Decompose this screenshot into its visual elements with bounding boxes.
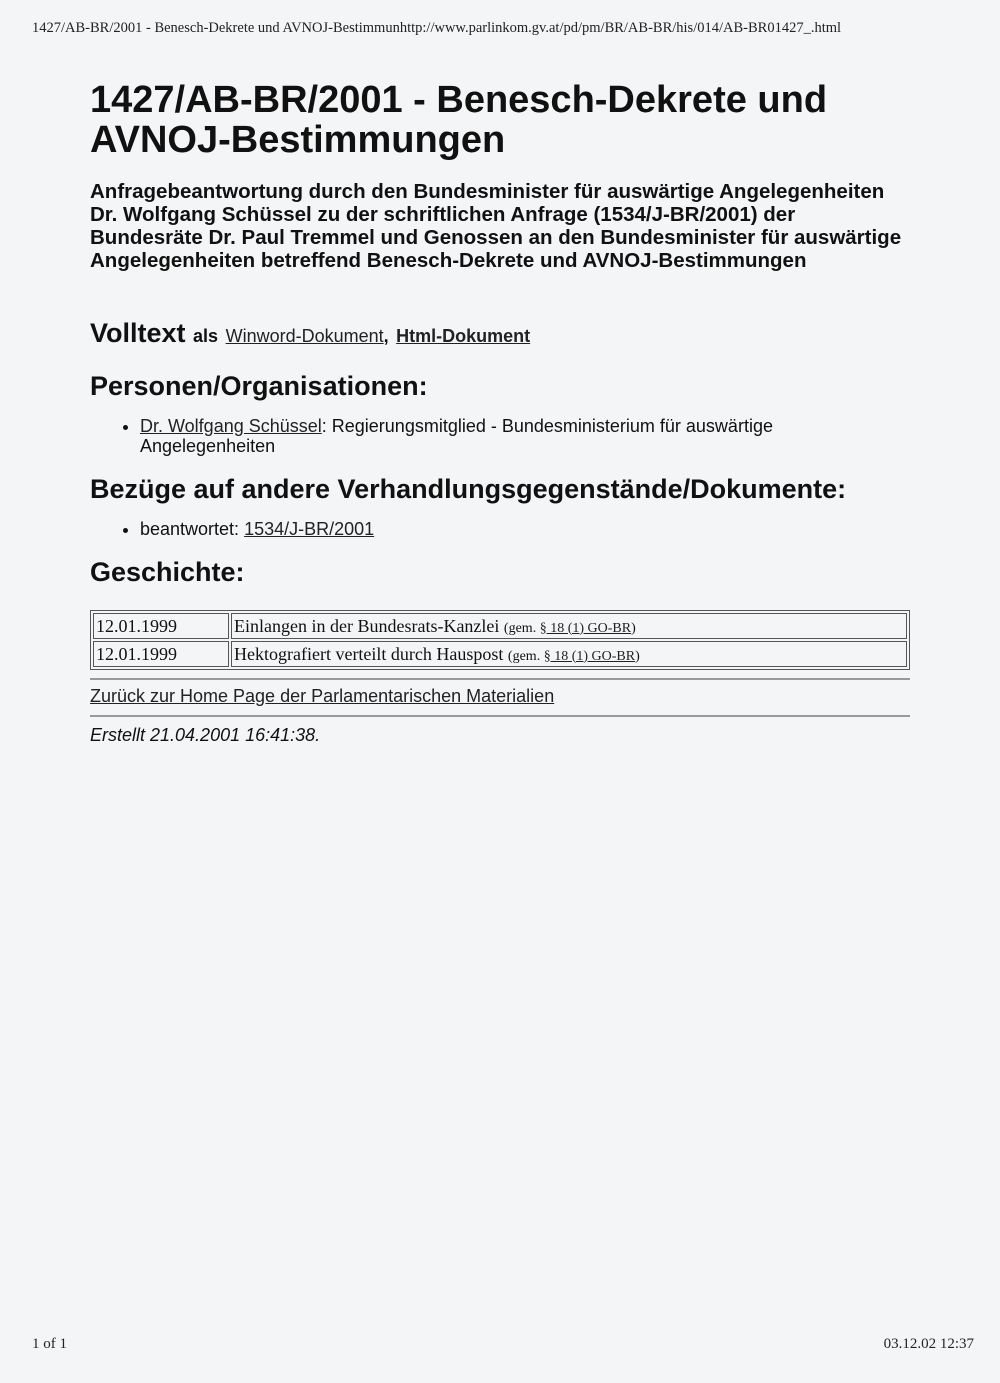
bezuege-list xyxy=(90,519,910,539)
list-item xyxy=(140,416,910,456)
divider xyxy=(90,678,910,680)
reference-label: beantwortet: xyxy=(140,519,245,539)
gem-open: (gem. xyxy=(507,648,544,664)
list-item xyxy=(140,519,910,539)
page-title: 1427/AB-BR/2001 - Benesch-Dekrete und AVNOJ-Bestimmungen xyxy=(90,79,828,161)
personen-heading: Personen/Organisationen: xyxy=(90,371,428,401)
print-header: 1427/AB-BR/2001 - Benesch-Dekrete und AVNOJ-Bestimmunhttp://www.parlinkom.gv.at/pd/pm/BR/AB-BR/his/014/AB-BR01427_.html xyxy=(32,20,842,36)
history-event-text: Hektografiert verteilt durch Hauspost xyxy=(234,643,508,664)
gem-open: (gem. xyxy=(503,620,540,636)
created-timestamp: Erstellt 21.04.2001 16:41:38. xyxy=(90,725,321,745)
geschichte-heading: Geschichte: xyxy=(90,557,245,587)
divider xyxy=(90,715,910,717)
paragraph-link[interactable]: § 18 (1) GO-BR xyxy=(543,648,636,664)
volltext-line xyxy=(90,318,910,349)
table-row xyxy=(93,641,907,667)
table-row xyxy=(93,613,907,639)
person-role: : Regierungsmitglied - Bundesministerium für auswärtige Angelegenheiten xyxy=(140,416,773,456)
home-page-link[interactable]: Zurück zur Home Page der Parlamentarischen Materialien xyxy=(90,686,555,706)
history-date: 12.01.1999 xyxy=(93,641,229,667)
gem-close: ) xyxy=(635,648,640,664)
document-content xyxy=(90,80,910,746)
volltext-separator: , xyxy=(383,326,389,346)
person-link[interactable]: Dr. Wolfgang Schüssel xyxy=(140,416,322,436)
volltext-als: als xyxy=(193,326,219,346)
history-date: 12.01.1999 xyxy=(93,613,229,639)
subtitle: Anfragebeantwortung durch den Bundesminister für auswärtige Angelegenheiten Dr. Wolfgang Schüssel zu der schriftlichen Anfrage (1534/J-BR/2001) der Bundesräte Dr. Paul Tremmel und Genossen an den Bundesminister für auswärtige Angelegenheiten betreffend Benesch-Dekrete und AVNOJ-Bestimmungen xyxy=(90,180,902,272)
gem-close: ) xyxy=(631,620,636,636)
history-event xyxy=(231,641,907,667)
page-count: 1 of 1 xyxy=(32,1336,67,1352)
volltext-heading: Volltext xyxy=(90,318,186,348)
history-table xyxy=(90,610,910,670)
history-event xyxy=(231,613,907,639)
winword-document-link[interactable]: Winword-Dokument xyxy=(225,326,384,346)
personen-list xyxy=(90,416,910,456)
print-timestamp: 03.12.02 12:37 xyxy=(883,1336,974,1352)
back-link-line xyxy=(90,686,910,707)
paragraph-link[interactable]: § 18 (1) GO-BR xyxy=(539,620,632,636)
reference-link[interactable]: 1534/J-BR/2001 xyxy=(244,519,375,539)
bezuege-heading: Bezüge auf andere Verhandlungsgegenstände/Dokumente: xyxy=(90,474,847,504)
history-event-text: Einlangen in der Bundesrats-Kanzlei xyxy=(234,615,504,636)
html-document-link[interactable]: Html-Dokument xyxy=(396,326,531,346)
